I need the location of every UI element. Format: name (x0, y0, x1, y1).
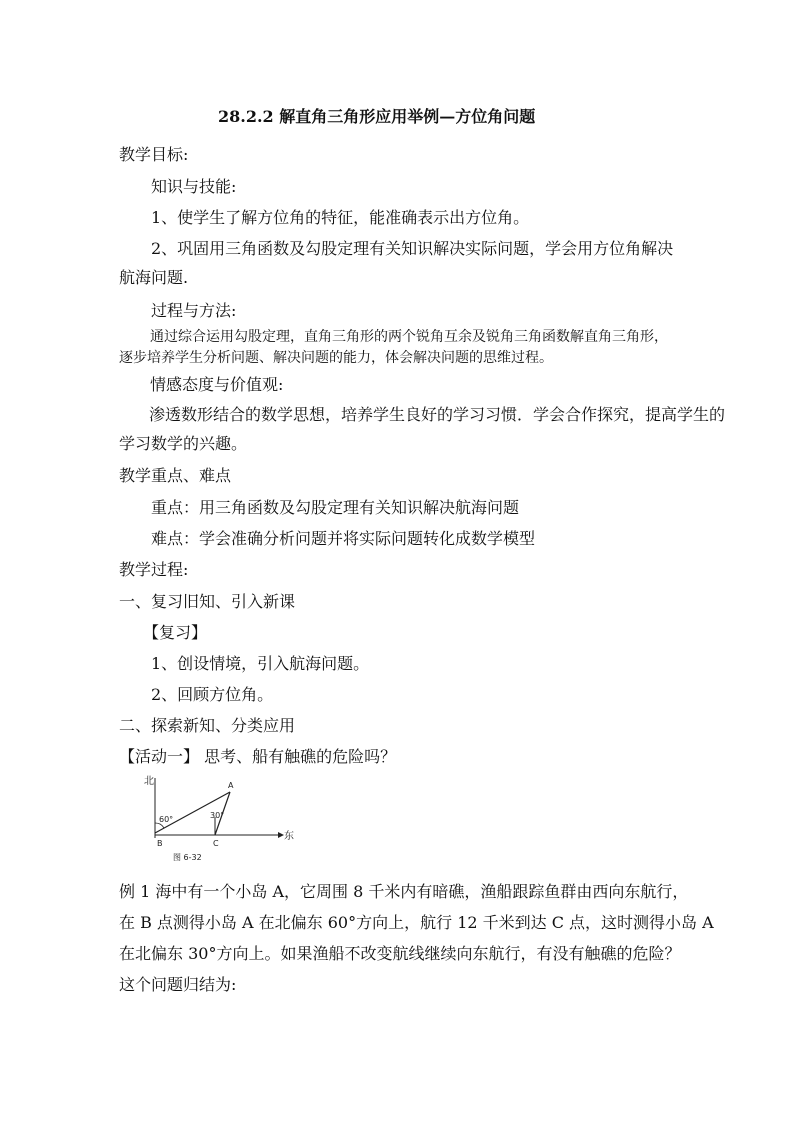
emotion-heading: 情感态度与价值观: (150, 375, 284, 394)
activity-1-heading: 【活动一】 思考、船有触礁的危险吗？ (119, 747, 397, 766)
process-heading: 教学过程: (119, 560, 189, 579)
process-method-heading: 过程与方法: (151, 301, 237, 320)
keypoint-difficulty: 难点：学会准确分析问题并将实际问题转化成数学模型 (151, 529, 536, 548)
example-line-4: 这个问题归结为: (119, 975, 237, 994)
knowledge-item-2: 2、巩固用三角函数及勾股定理有关知识解决实际问题，学会用方位角解决 (151, 239, 674, 258)
review-item-1: 1、创设情境，引入航海问题。 (151, 654, 370, 673)
keypoints-heading: 教学重点、难点 (119, 466, 232, 485)
review-label: 【复习】 (143, 623, 208, 642)
figure-caption: 图 6-32 (173, 853, 202, 862)
label-A: A (228, 781, 234, 790)
knowledge-item-2-cont: 航海问题. (119, 268, 189, 287)
label-east: 东 (284, 831, 294, 842)
label-B: B (157, 839, 163, 848)
review-item-2: 2、回顾方位角。 (151, 685, 274, 704)
section-1-heading: 一、复习旧知、引入新课 (119, 592, 296, 611)
emotion-line-2: 学习数学的兴趣。 (119, 434, 248, 453)
knowledge-item-1: 1、使学生了解方位角的特征，能准确表示出方位角。 (151, 208, 530, 227)
emotion-line-1: 渗透数形结合的数学思想，培养学生良好的学习习惯．学会合作探究，提高学生的 (149, 405, 726, 424)
label-north: 北 (144, 776, 154, 787)
knowledge-heading: 知识与技能: (151, 177, 237, 196)
geometry-figure (136, 772, 296, 864)
section-2-heading: 二、探索新知、分类应用 (119, 716, 296, 735)
process-method-line-1: 通过综合运用勾股定理，直角三角形的两个锐角互余及锐角三角函数解直角三角形， (150, 329, 668, 345)
label-angle-60: 60° (159, 815, 174, 824)
label-C: C (213, 839, 219, 848)
objectives-heading: 教学目标: (119, 145, 189, 164)
example-line-2: 在 B 点测得小岛 A 在北偏东 60°方向上，航行 12 千米到达 C 点，这时测得小岛 A (119, 913, 714, 932)
label-angle-30: 30° (210, 811, 225, 820)
page-title: 28.2.2 解直角三角形应用举例—方位角问题 (218, 107, 536, 126)
process-method-line-2: 逐步培养学生分析问题、解决问题的能力，体会解决问题的思维过程。 (119, 350, 553, 366)
keypoint-focus: 重点：用三角函数及勾股定理有关知识解决航海问题 (151, 498, 520, 517)
example-line-3: 在北偏东 30°方向上。如果渔船不改变航线继续向东航行，有没有触礁的危险？ (119, 944, 681, 963)
example-line-1: 例 1 海中有一个小岛 A，它周围 8 千米内有暗礁，渔船跟踪鱼群由西向东航行， (119, 882, 689, 901)
